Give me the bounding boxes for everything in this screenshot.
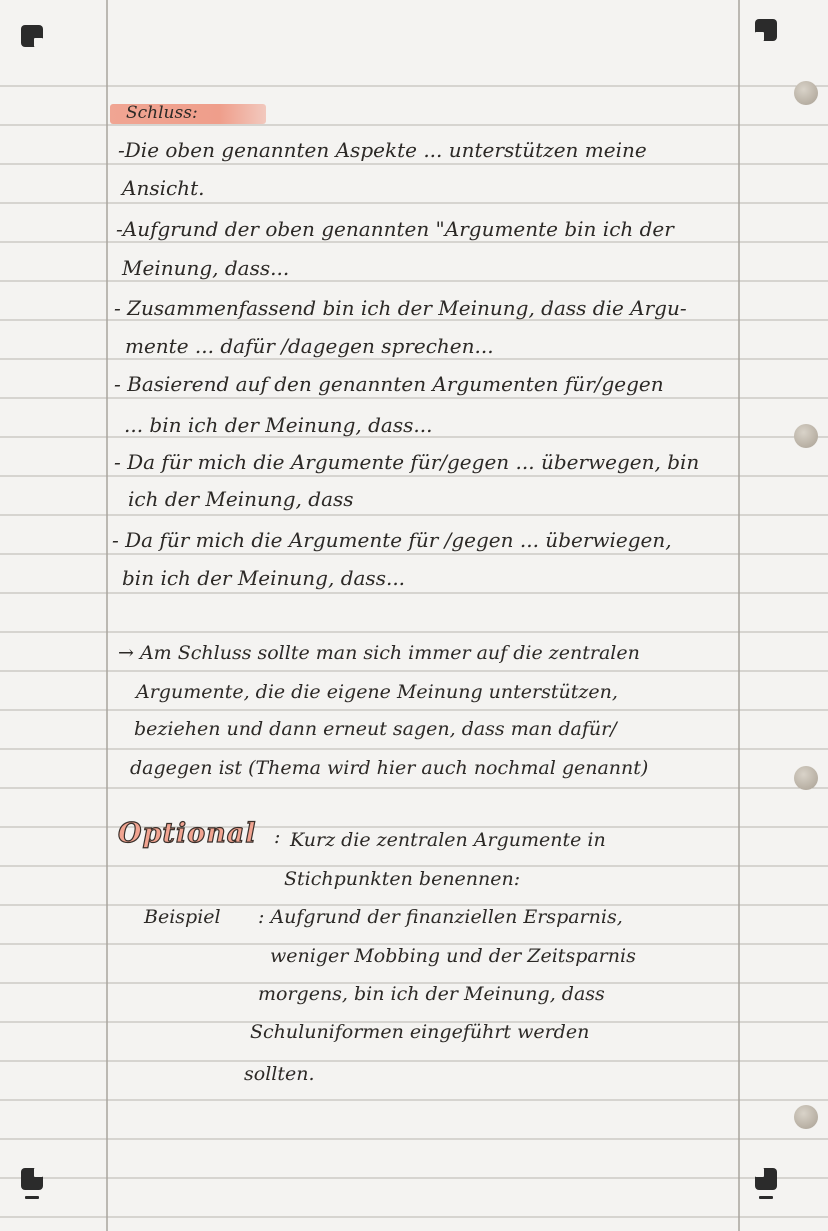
example-line: Schuluniformen eingeführt werden: [250, 1021, 590, 1043]
example-label: Beispiel: [144, 906, 221, 928]
phrase-line: - Da für mich die Argumente für /gegen ... überwiegen,: [112, 528, 672, 552]
punch-hole-icon: [794, 81, 818, 105]
corner-mark-top-right-icon: [755, 19, 777, 41]
section-heading: Schluss:: [126, 103, 198, 123]
corner-dash-bottom-left-icon: [25, 1196, 39, 1199]
punch-hole-icon: [794, 424, 818, 448]
optional-text-line: Stichpunkten benennen:: [284, 868, 521, 890]
example-line: : Aufgrund der finanziellen Ersparnis,: [258, 906, 623, 928]
phrase-line: ... bin ich der Meinung, dass...: [124, 413, 433, 437]
optional-badge: Optional: [118, 818, 257, 849]
corner-mark-bottom-left-icon: [21, 1168, 43, 1190]
summary-line: Argumente, die die eigene Meinung unterstützen,: [136, 681, 618, 703]
phrase-line: - Basierend auf den genannten Argumenten für/gegen: [114, 372, 664, 396]
phrase-line: -Aufgrund der oben genannten "Argumente bin ich der: [116, 217, 674, 241]
punch-hole-icon: [794, 766, 818, 790]
phrase-line: - Da für mich die Argumente für/gegen ... überwegen, bin: [114, 450, 700, 474]
optional-text-line: Kurz die zentralen Argumente in: [290, 829, 606, 851]
phrase-line: ich der Meinung, dass: [128, 487, 354, 511]
phrase-line: Meinung, dass...: [122, 256, 290, 280]
phrase-line: -Die oben genannten Aspekte ... unterstützen meine: [118, 138, 647, 162]
corner-mark-top-left-icon: [21, 25, 43, 47]
phrase-line: mente ... dafür /dagegen sprechen...: [125, 334, 494, 358]
summary-line: dagegen ist (Thema wird hier auch nochmal genannt): [130, 757, 649, 779]
optional-colon: :: [274, 826, 281, 848]
phrase-line: - Zusammenfassend bin ich der Meinung, dass die Argu-: [114, 296, 687, 320]
phrase-line: Ansicht.: [122, 176, 205, 200]
example-line: weniger Mobbing und der Zeitsparnis: [270, 945, 636, 967]
summary-line: → Am Schluss sollte man sich immer auf die zentralen: [118, 642, 640, 664]
summary-line: beziehen und dann erneut sagen, dass man dafür/: [134, 718, 617, 740]
punch-hole-icon: [794, 1105, 818, 1129]
phrase-line: bin ich der Meinung, dass...: [122, 566, 406, 590]
corner-dash-bottom-right-icon: [759, 1196, 773, 1199]
example-line: sollten.: [244, 1063, 315, 1085]
example-line: morgens, bin ich der Meinung, dass: [258, 983, 605, 1005]
corner-mark-bottom-right-icon: [755, 1168, 777, 1190]
